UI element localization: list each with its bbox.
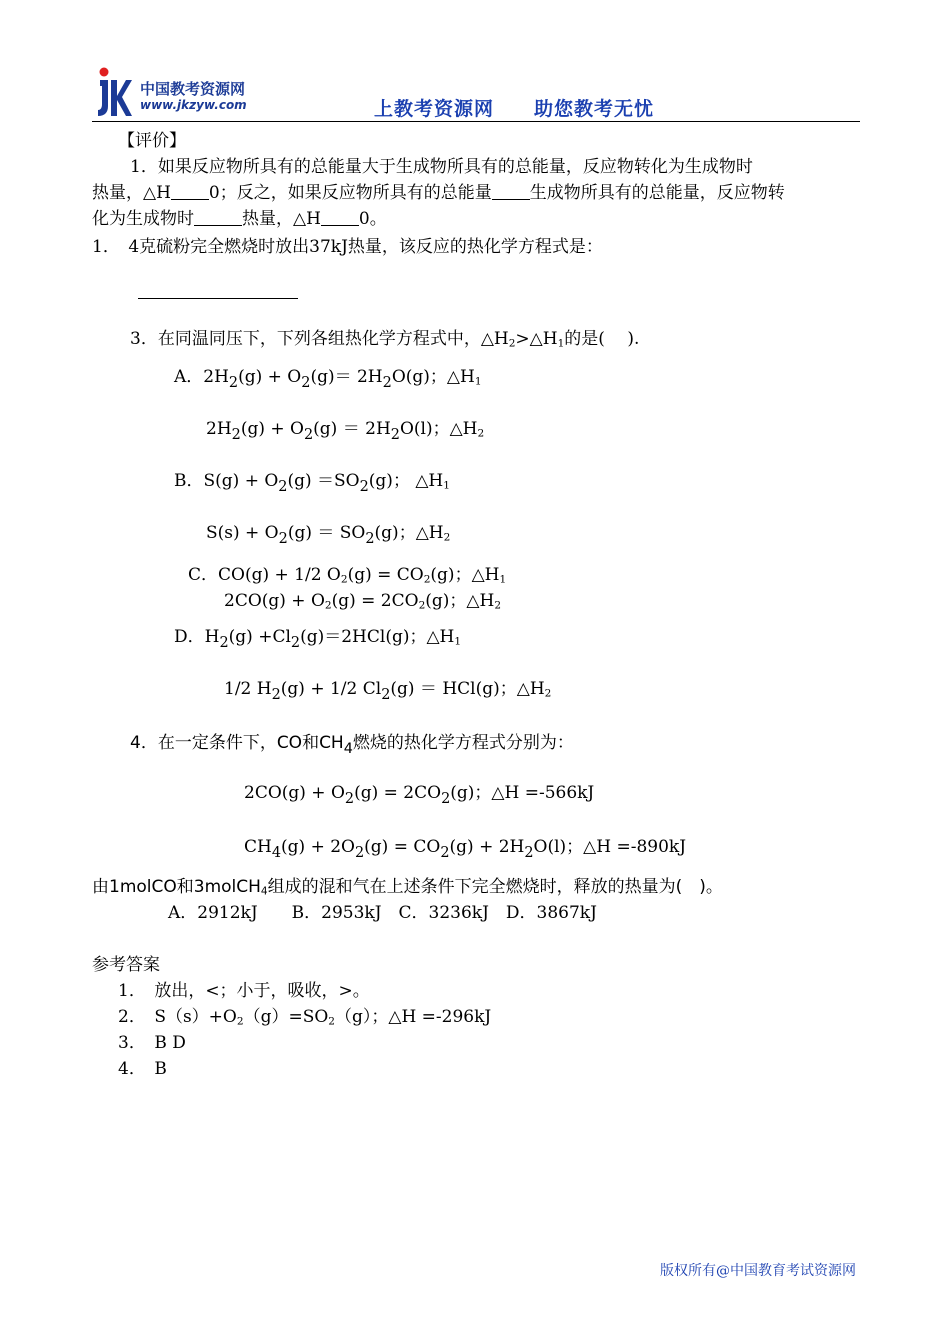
footer-copyright: 版权所有@中国教育考试资源网: [660, 1263, 856, 1279]
q3-option-d-eq1: D．$H_2(g) +Cl_2(g)=2HCl(g)$；$\triangle H_1$: [174, 627, 462, 652]
q4-stem: 4．在一定条件下，CO和$CH_4$燃烧的热化学方程式分别为：: [130, 733, 574, 758]
q1-blank-1[interactable]: [171, 184, 209, 200]
q1-blank-3[interactable]: [194, 210, 242, 226]
q1-blank-2[interactable]: [492, 184, 530, 200]
jk-logo-icon: [96, 66, 132, 118]
q3-option-a-eq2: $2H_2(g) + O_2(g) = 2H_2O(l)$；$\triangle H_2$: [206, 419, 485, 444]
q3-option-b-eq2: $S(s) + O_2(g) = SO_2(g)$；$\triangle H_2$: [206, 523, 451, 548]
site-name: 中国教考资源网: [140, 80, 246, 98]
header-divider: [92, 121, 860, 122]
evaluation-heading: 【评价】: [118, 131, 186, 151]
answer-4: 4． B: [118, 1059, 167, 1079]
site-url[interactable]: www.jkzyw.com: [140, 98, 247, 112]
q3-option-a-eq1: A．$2H_2(g) + O_2(g)= 2H_2O(g)$；$\triangle H_1$: [174, 367, 482, 392]
q1-line-1: 1．如果反应物所具有的总能量大于生成物所具有的总能量，反应物转化为生成物时: [130, 157, 753, 177]
answer-3: 3． B D: [118, 1033, 186, 1053]
q4-options: A．2912kJ B．2953kJ C．3236kJ D．3867kJ: [168, 903, 597, 923]
q3-stem: 3．在同温同压下，下列各组热化学方程式中，$\triangle H_2>\triangle H_1$的是( ).: [130, 329, 640, 350]
q4-equation-2: $CH_4(g) + 2O_2(g) = CO_2(g) + 2H_2O(l)$；△H =-890kJ: [244, 837, 687, 862]
q1-line-2: 热量，△H 0；反之，如果反应物所具有的总能量 生成物所具有的总能量，反应物转: [92, 183, 785, 203]
q3-option-d-eq2: 1/2 $H_2(g) + 1/2$ $Cl_2(g) = HCl(g)$；$\triangle H_2$: [224, 679, 552, 704]
header-slogan: 上教考资源网 助您教考无忧: [374, 98, 655, 120]
q3-option-c-eq2: $2CO(g) + O_2(g) = 2CO_2(g)$；$\triangle H_2$: [224, 591, 502, 612]
q3-option-c-eq1: C．CO(g) + 1/2 $O_2(g) = CO_2(g)$；$\triangle H_1$: [188, 565, 507, 586]
answer-1: 1． 放出，<；小于，吸收，>。: [118, 981, 370, 1001]
q3-option-b-eq1: B．$S(g) + O_2(g) =SO_2(g)$； $\triangle H_1$: [174, 471, 450, 496]
q2-answer-blank[interactable]: [138, 298, 298, 299]
answers-heading: 参考答案: [92, 955, 160, 975]
q4-question: 由1molCO和3molCH$_4$组成的混和气在上述条件下完全燃烧时，释放的热量为( )。: [92, 877, 723, 898]
answer-2: 2． $S(s)+O_2(g)=SO_2(g)$；△H =-296kJ: [118, 1007, 492, 1028]
q2-line: 1． 4克硫粉完全燃烧时放出37kJ热量，该反应的热化学方程式是：: [92, 237, 603, 257]
q1-blank-4[interactable]: [321, 210, 359, 226]
q1-line-3: 化为生成物时 热量，△H 0。: [92, 209, 387, 229]
q4-equation-1: $2CO(g) + O_2(g) = 2CO_2(g)$；△H =-566kJ: [244, 783, 595, 808]
